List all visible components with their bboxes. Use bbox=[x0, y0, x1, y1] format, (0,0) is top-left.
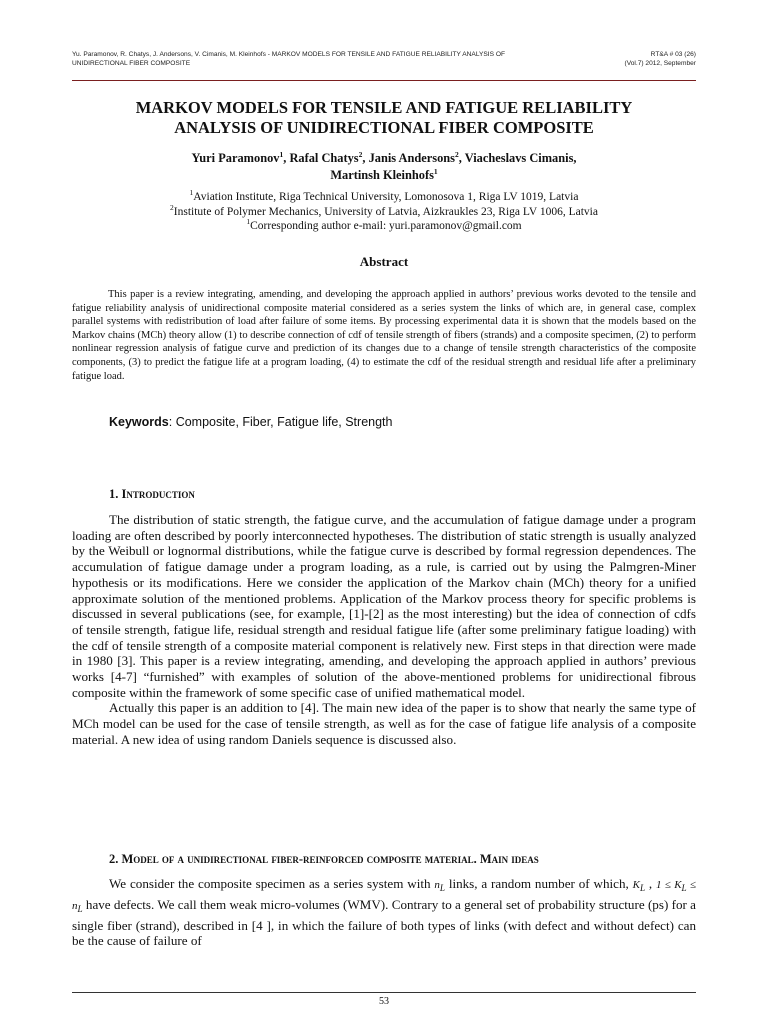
paper-title-line2: ANALYSIS OF UNIDIRECTIONAL FIBER COMPOSITE bbox=[174, 118, 594, 137]
intro-paragraph-1: The distribution of static strength, the fatigue curve, and the accumulation of fatigue damage under a program loading are often described by poorly interconnected hypotheses. The distribution of static strength is usually analyzed by the Weibull or lognormal distributions, while the fatigue curve is described by formal regression dependences. The accumulation of fatigue damage under a program loading, as a rule, is carried out by using the Palmgren-Miner hypothesis or its modifications. Here we consider the application of the Markov chain (MCh) theory for a unified approximate solution of the mentioned problems. Application of the Markov process theory for specific problems is discussed in several publications (see, for example, [1]-[2] as the most interesting) but the idea of connection of cdfs of tensile strength, fatigue life, residual strength and residual fatigue life (after some preliminary fatigue loading) with the cdf of tensile strength of a composite material component is relatively new. First steps in that direction were made in 1980 [3]. This paper is a review integrating, amending, and developing the approach applied in authors’ previous works [4-7] “furnished” with examples of solution of the above-mentioned problems for unidirectional fibrous composite within the framework of some specific case of unified mathematical model. bbox=[72, 512, 696, 700]
paper-title-line1: MARKOV MODELS FOR TENSILE AND FATIGUE RELIABILITY bbox=[135, 98, 633, 117]
author-list: Yuri Paramonov$^1$, Rafal Chatys$^2$, Janis Andersons$^2$, Viacheslavs Cimanis, Martinsh Kleinhofs$^1$ bbox=[191, 149, 577, 182]
page-number: 53 bbox=[379, 996, 389, 1007]
affiliation-1: $^1$Aviation Institute, Riga Technical University, Lomonosova 1, Riga LV 1019, Latvia bbox=[189, 188, 579, 203]
author-4: Viacheslavs Cimanis, bbox=[464, 151, 577, 165]
math-n-L: $n_L$ bbox=[434, 879, 445, 894]
keywords-label: Keywords bbox=[109, 415, 169, 429]
running-header-right bbox=[556, 50, 696, 68]
running-header-title-cont: UNIDIRECTIONAL FIBER COMPOSITE bbox=[72, 60, 191, 67]
author-3: Janis Andersons bbox=[368, 151, 455, 165]
math-inequality: $1 \le K_L \le n_L$ bbox=[72, 879, 696, 915]
header-rule bbox=[72, 80, 696, 81]
affiliation-2: $^2$Institute of Polymer Mechanics, University of Latvia, Aizkraukles 23, Riga LV 1006, Latvia bbox=[170, 202, 598, 218]
section-heading-introduction: 1. Introduction bbox=[109, 487, 195, 501]
running-header-authors-title: Yu. Paramonov, R. Chatys, J. Andersons, V. Cimanis, M. Kleinhofs - MARKOV MODELS FOR TENSILE AND FATIGUE RELIABILITY ANALYSIS OF bbox=[72, 51, 506, 58]
author-1: Yuri Paramonov bbox=[191, 151, 280, 165]
abstract-heading: Abstract bbox=[359, 254, 409, 269]
model-paragraph-1: We consider the composite specimen as a series system with $n_L$ links, a random number of which, $K_L$ , $1 \le K_L \le n_L$ have defects. We call them weak micro-volumes (WMV). Contrary to a general set of probability structure (ps) for a single fiber (strand), described in [4 ], in which the failure of both types of links (with defect and without defect) can be the cause of failure of bbox=[72, 876, 696, 949]
author-5: Martinsh Kleinhofs bbox=[330, 167, 434, 182]
abstract-text: This paper is a review integrating, amending, and developing the approach applied in authors’ previous works devoted to the tensile and fatigue reliability analysis of unidirectional composite material considered as a series system the links of which are, in general case, complex parallel systems with redistribution of load after failure of some items. By processing experimental data it is shown that the models based on the Markov chains (MCh) theory allow (1) to describe connection of cdf of tensile strength of fibers (strands) and a composite specimen, (2) to perform nonlinear regression analysis of fatigue curve and prediction of its changes due to a change of tensile strength characteristics of the composite components, (3) to predict the fatigue life at a program loading, (4) to estimate the cdf of the residual strength and residual life after a preliminary fatigue load. bbox=[72, 289, 696, 382]
author-5-affil: 1 bbox=[433, 166, 438, 176]
footer-rule bbox=[72, 992, 696, 993]
affiliations bbox=[72, 190, 696, 234]
section-heading-model: 2. Model of a unidirectional fiber-reinforced composite material. Main ideas bbox=[109, 852, 539, 866]
model-body bbox=[72, 876, 696, 949]
author-3-affil: 2 bbox=[455, 149, 459, 159]
journal-issue: RT&A # 03 (26) bbox=[650, 51, 696, 58]
author-1-affil: 1 bbox=[279, 149, 284, 159]
paper-title bbox=[72, 98, 696, 138]
intro-paragraph-2: Actually this paper is an addition to [4]. The main new idea of the paper is to show that nearly the same type of MCh model can be used for the case of tensile strength, as well as for the case of fatigue life analysis of a composite material. A new idea of using random Daniels sequence is discussed also. bbox=[72, 700, 696, 747]
running-header-left bbox=[72, 50, 592, 68]
journal-volume-date: (Vol.7) 2012, September bbox=[624, 60, 696, 67]
keywords-values: : Composite, Fiber, Fatigue life, Strength bbox=[168, 415, 393, 429]
corresponding-author: $^1$Corresponding author e-mail: yuri.paramonov@gmail.com bbox=[246, 217, 522, 232]
author-2: Rafal Chatys bbox=[289, 151, 359, 165]
math-K-L: $K_L$ bbox=[632, 879, 646, 894]
author-2-affil: 2 bbox=[358, 149, 363, 159]
keywords bbox=[109, 415, 696, 429]
introduction-body bbox=[72, 512, 696, 748]
